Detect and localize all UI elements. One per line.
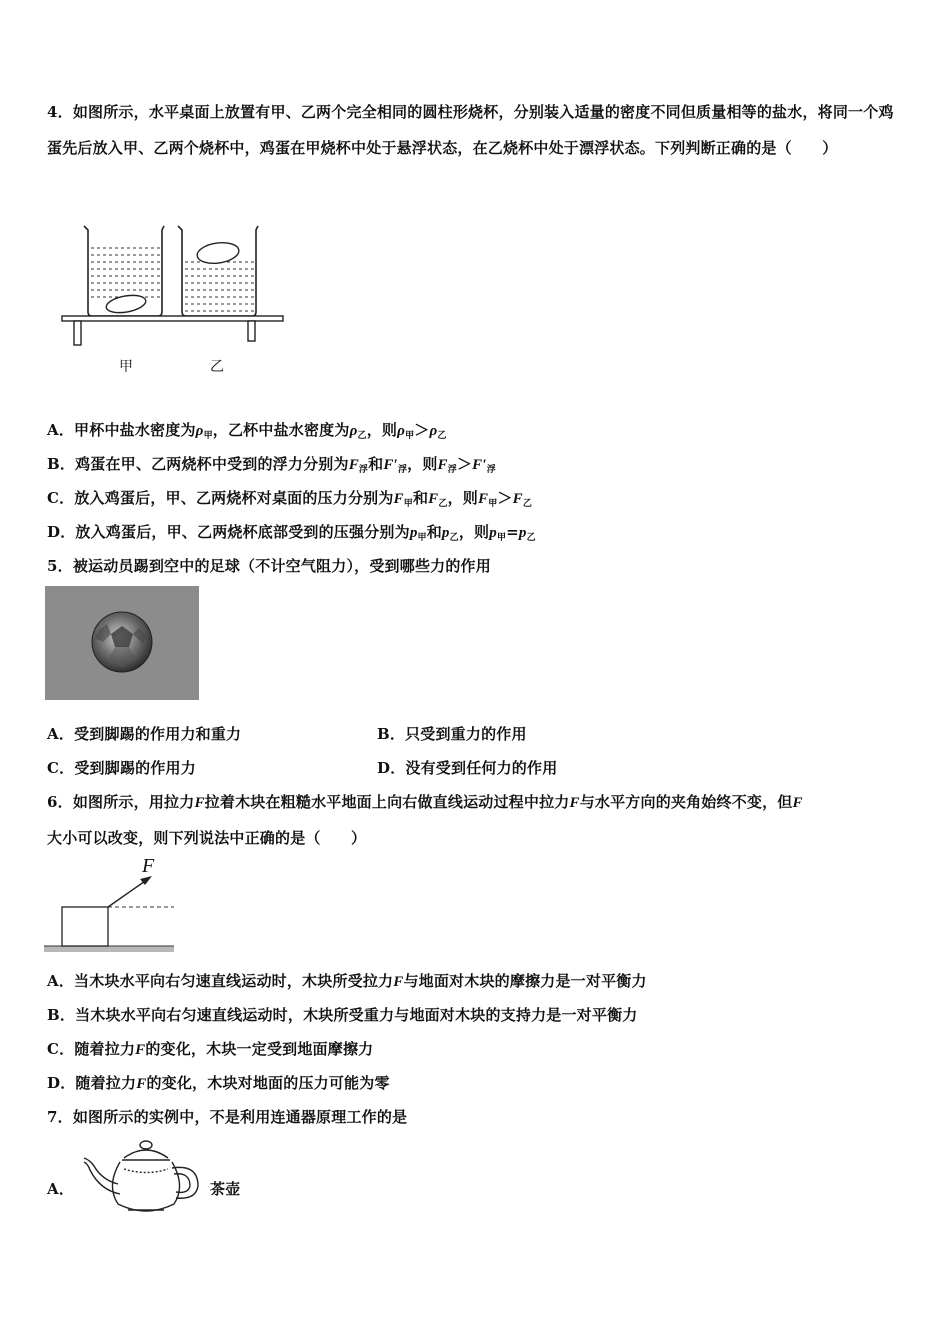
q4-option-a[interactable]: A．甲杯中盐水密度为$\rho_甲$，乙杯中盐水密度为$\rho_乙$，则$\rho_甲>\rho_乙$ — [47, 421, 447, 441]
q7-option-a-letter[interactable]: A． — [47, 1180, 75, 1198]
q5-option-d[interactable]: D．没有受到任何力的作用 — [377, 759, 558, 777]
q4-option-c[interactable]: C．放入鸡蛋后，甲、乙两烧杯对桌面的压力分别为$F_甲$和$F_乙$，则$F_甲>F_乙$ — [47, 489, 533, 509]
force-arrow — [108, 879, 148, 907]
rough-ground — [44, 946, 174, 952]
egg-sinking — [105, 293, 147, 316]
q4-beakers-figure — [58, 222, 288, 347]
q5-football-image — [45, 586, 199, 700]
q5-option-a[interactable]: A．受到脚踢的作用力和重力 — [47, 725, 242, 743]
q5-option-c[interactable]: C．受到脚踢的作用力 — [47, 759, 196, 777]
q6-option-c[interactable]: C．随着拉力F的变化，木块一定受到地面摩擦力 — [47, 1040, 374, 1058]
q6-option-a[interactable]: A．当木块水平向右匀速直线运动时，木块所受拉力F与地面对木块的摩擦力是一对平衡力 — [47, 972, 647, 990]
q7-option-a-label: 茶壶 — [210, 1180, 241, 1198]
q5-option-b[interactable]: B．只受到重力的作用 — [377, 725, 527, 743]
q4-option-b[interactable]: B．鸡蛋在甲、乙两烧杯中受到的浮力分别为$F_浮$和$F'_浮$，则$F_浮>F'_浮$ — [47, 455, 496, 475]
q4-label-jia: 甲 — [119, 359, 133, 375]
q4-label-yi: 乙 — [210, 359, 224, 375]
table — [62, 316, 283, 345]
q6-block-figure — [44, 854, 179, 956]
q4-stem: 4．如图所示，水平桌面上放置有甲、乙两个完全相同的圆柱形烧杯，分别装入适量的密度不同但质量相等的盐水，将同一个鸡蛋先后放入甲、乙两个烧杯中，鸡蛋在甲烧杯中处于悬浮状态，在乙烧杯中处于漂浮状态。下列判断正确的是（ ） — [47, 103, 894, 157]
beaker-jia — [84, 226, 164, 316]
q5-stem: 5．被运动员踢到空中的足球（不计空气阻力），受到哪些力的作用 — [47, 557, 491, 575]
q6-stem-line2: 大小可以改变，则下列说法中正确的是（ ） — [47, 829, 367, 847]
q6-option-b[interactable]: B．当木块水平向右匀速直线运动时，木块所受重力与地面对木块的支持力是一对平衡力 — [47, 1006, 638, 1024]
force-label: F — [142, 855, 155, 877]
q4-option-d[interactable]: D．放入鸡蛋后，甲、乙两烧杯底部受到的压强分别为$p_甲$和$p_乙$，则$p_甲=p_乙$ — [47, 523, 536, 543]
q6-option-d[interactable]: D．随着拉力F的变化，木块对地面的压力可能为零 — [47, 1074, 390, 1092]
wood-block — [62, 907, 108, 946]
q7-stem: 7．如图所示的实例中，不是利用连通器原理工作的是 — [47, 1108, 408, 1126]
beaker-yi — [178, 226, 258, 316]
teapot-icon — [80, 1136, 208, 1220]
q6-stem-line1: 6．如图所示，用拉力F拉着木块在粗糙水平地面上向右做直线运动过程中拉力F与水平方向的夹角始终不变，但F — [47, 793, 803, 811]
